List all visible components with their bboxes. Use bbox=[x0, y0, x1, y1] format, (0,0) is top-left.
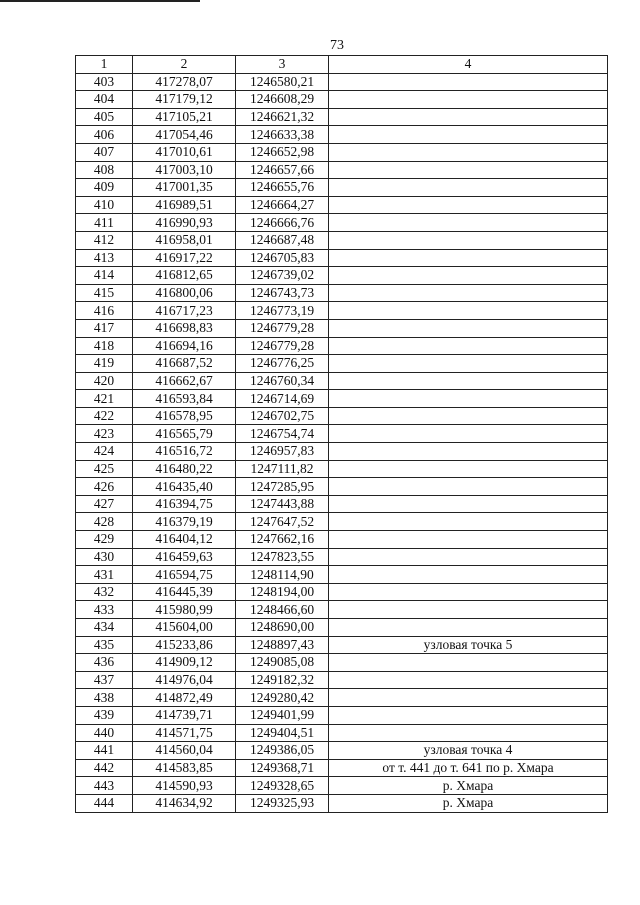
description-cell: узловая точка 4 bbox=[329, 742, 608, 760]
point-number-cell: 433 bbox=[76, 601, 133, 619]
table-row bbox=[76, 548, 608, 566]
table-row bbox=[76, 407, 608, 425]
x-coordinate-cell: 416480,22 bbox=[133, 460, 236, 478]
description-cell bbox=[329, 513, 608, 531]
table-row bbox=[76, 513, 608, 531]
description-cell: узловая точка 5 bbox=[329, 636, 608, 654]
x-coordinate-cell: 416594,75 bbox=[133, 566, 236, 584]
point-number-cell: 407 bbox=[76, 143, 133, 161]
y-coordinate-cell: 1246739,02 bbox=[236, 267, 329, 285]
point-number-cell: 421 bbox=[76, 390, 133, 408]
x-coordinate-cell: 416516,72 bbox=[133, 443, 236, 461]
description-cell bbox=[329, 73, 608, 91]
point-number-cell: 414 bbox=[76, 267, 133, 285]
point-number-cell: 408 bbox=[76, 161, 133, 179]
description-cell bbox=[329, 355, 608, 373]
point-number-cell: 430 bbox=[76, 548, 133, 566]
table-row bbox=[76, 425, 608, 443]
description-cell bbox=[329, 425, 608, 443]
x-coordinate-cell: 414571,75 bbox=[133, 724, 236, 742]
description-cell: р. Хмара bbox=[329, 777, 608, 795]
point-number-cell: 417 bbox=[76, 319, 133, 337]
table-row bbox=[76, 214, 608, 232]
y-coordinate-cell: 1246621,32 bbox=[236, 108, 329, 126]
description-cell bbox=[329, 548, 608, 566]
x-coordinate-cell: 416812,65 bbox=[133, 267, 236, 285]
point-number-cell: 419 bbox=[76, 355, 133, 373]
point-number-cell: 423 bbox=[76, 425, 133, 443]
table-row bbox=[76, 302, 608, 320]
point-number-cell: 435 bbox=[76, 636, 133, 654]
x-coordinate-cell: 417010,61 bbox=[133, 143, 236, 161]
table-row bbox=[76, 196, 608, 214]
coordinates-table bbox=[75, 55, 608, 813]
point-number-cell: 410 bbox=[76, 196, 133, 214]
y-coordinate-cell: 1249182,32 bbox=[236, 671, 329, 689]
x-coordinate-cell: 416394,75 bbox=[133, 495, 236, 513]
x-coordinate-cell: 414590,93 bbox=[133, 777, 236, 795]
table-row bbox=[76, 390, 608, 408]
x-coordinate-cell: 416565,79 bbox=[133, 425, 236, 443]
description-cell bbox=[329, 179, 608, 197]
description-cell bbox=[329, 706, 608, 724]
table-row bbox=[76, 143, 608, 161]
column-header-2: 2 bbox=[133, 56, 236, 74]
point-number-cell: 439 bbox=[76, 706, 133, 724]
x-coordinate-cell: 416917,22 bbox=[133, 249, 236, 267]
description-cell: р. Хмара bbox=[329, 794, 608, 812]
y-coordinate-cell: 1246779,28 bbox=[236, 337, 329, 355]
table-row bbox=[76, 724, 608, 742]
table-row bbox=[76, 319, 608, 337]
x-coordinate-cell: 414583,85 bbox=[133, 759, 236, 777]
y-coordinate-cell: 1249368,71 bbox=[236, 759, 329, 777]
y-coordinate-cell: 1246633,38 bbox=[236, 126, 329, 144]
y-coordinate-cell: 1249401,99 bbox=[236, 706, 329, 724]
table-row bbox=[76, 249, 608, 267]
table-row bbox=[76, 636, 608, 654]
point-number-cell: 415 bbox=[76, 284, 133, 302]
point-number-cell: 425 bbox=[76, 460, 133, 478]
description-cell bbox=[329, 161, 608, 179]
point-number-cell: 436 bbox=[76, 654, 133, 672]
description-cell bbox=[329, 284, 608, 302]
y-coordinate-cell: 1248194,00 bbox=[236, 583, 329, 601]
table-row bbox=[76, 671, 608, 689]
x-coordinate-cell: 416435,40 bbox=[133, 478, 236, 496]
table-row bbox=[76, 495, 608, 513]
y-coordinate-cell: 1247662,16 bbox=[236, 531, 329, 549]
point-number-cell: 443 bbox=[76, 777, 133, 795]
description-cell bbox=[329, 601, 608, 619]
y-coordinate-cell: 1246714,69 bbox=[236, 390, 329, 408]
y-coordinate-cell: 1249085,08 bbox=[236, 654, 329, 672]
table-row bbox=[76, 372, 608, 390]
description-cell bbox=[329, 319, 608, 337]
y-coordinate-cell: 1246754,74 bbox=[236, 425, 329, 443]
y-coordinate-cell: 1246705,83 bbox=[236, 249, 329, 267]
description-cell bbox=[329, 108, 608, 126]
table-row bbox=[76, 777, 608, 795]
y-coordinate-cell: 1246702,75 bbox=[236, 407, 329, 425]
point-number-cell: 422 bbox=[76, 407, 133, 425]
x-coordinate-cell: 414872,49 bbox=[133, 689, 236, 707]
table-row bbox=[76, 126, 608, 144]
table-row bbox=[76, 654, 608, 672]
table-row bbox=[76, 601, 608, 619]
point-number-cell: 405 bbox=[76, 108, 133, 126]
table-row bbox=[76, 73, 608, 91]
x-coordinate-cell: 417003,10 bbox=[133, 161, 236, 179]
x-coordinate-cell: 416379,19 bbox=[133, 513, 236, 531]
y-coordinate-cell: 1246776,25 bbox=[236, 355, 329, 373]
point-number-cell: 427 bbox=[76, 495, 133, 513]
table-body bbox=[76, 73, 608, 812]
description-cell bbox=[329, 689, 608, 707]
y-coordinate-cell: 1248466,60 bbox=[236, 601, 329, 619]
description-cell bbox=[329, 478, 608, 496]
column-header-4: 4 bbox=[329, 56, 608, 74]
x-coordinate-cell: 415604,00 bbox=[133, 619, 236, 637]
point-number-cell: 441 bbox=[76, 742, 133, 760]
x-coordinate-cell: 416990,93 bbox=[133, 214, 236, 232]
column-header-3: 3 bbox=[236, 56, 329, 74]
y-coordinate-cell: 1246743,73 bbox=[236, 284, 329, 302]
table-row bbox=[76, 478, 608, 496]
y-coordinate-cell: 1246687,48 bbox=[236, 231, 329, 249]
point-number-cell: 416 bbox=[76, 302, 133, 320]
y-coordinate-cell: 1246580,21 bbox=[236, 73, 329, 91]
description-cell bbox=[329, 302, 608, 320]
x-coordinate-cell: 416662,67 bbox=[133, 372, 236, 390]
y-coordinate-cell: 1249325,93 bbox=[236, 794, 329, 812]
y-coordinate-cell: 1246666,76 bbox=[236, 214, 329, 232]
point-number-cell: 403 bbox=[76, 73, 133, 91]
x-coordinate-cell: 414976,04 bbox=[133, 671, 236, 689]
description-cell bbox=[329, 724, 608, 742]
table-row bbox=[76, 161, 608, 179]
x-coordinate-cell: 416717,23 bbox=[133, 302, 236, 320]
y-coordinate-cell: 1246608,29 bbox=[236, 91, 329, 109]
y-coordinate-cell: 1246779,28 bbox=[236, 319, 329, 337]
x-coordinate-cell: 417105,21 bbox=[133, 108, 236, 126]
point-number-cell: 413 bbox=[76, 249, 133, 267]
description-cell bbox=[329, 407, 608, 425]
description-cell bbox=[329, 671, 608, 689]
x-coordinate-cell: 416800,06 bbox=[133, 284, 236, 302]
description-cell bbox=[329, 267, 608, 285]
table-row bbox=[76, 179, 608, 197]
point-number-cell: 412 bbox=[76, 231, 133, 249]
point-number-cell: 406 bbox=[76, 126, 133, 144]
table-row bbox=[76, 443, 608, 461]
y-coordinate-cell: 1249328,65 bbox=[236, 777, 329, 795]
point-number-cell: 444 bbox=[76, 794, 133, 812]
page-number: 73 bbox=[330, 38, 344, 53]
x-coordinate-cell: 417001,35 bbox=[133, 179, 236, 197]
x-coordinate-cell: 417054,46 bbox=[133, 126, 236, 144]
point-number-cell: 404 bbox=[76, 91, 133, 109]
y-coordinate-cell: 1249280,42 bbox=[236, 689, 329, 707]
point-number-cell: 432 bbox=[76, 583, 133, 601]
x-coordinate-cell: 414909,12 bbox=[133, 654, 236, 672]
point-number-cell: 440 bbox=[76, 724, 133, 742]
description-cell bbox=[329, 91, 608, 109]
y-coordinate-cell: 1247443,88 bbox=[236, 495, 329, 513]
y-coordinate-cell: 1246657,66 bbox=[236, 161, 329, 179]
x-coordinate-cell: 416698,83 bbox=[133, 319, 236, 337]
description-cell bbox=[329, 531, 608, 549]
table-row bbox=[76, 531, 608, 549]
x-coordinate-cell: 416958,01 bbox=[133, 231, 236, 249]
point-number-cell: 437 bbox=[76, 671, 133, 689]
description-cell bbox=[329, 654, 608, 672]
description-cell bbox=[329, 460, 608, 478]
y-coordinate-cell: 1247285,95 bbox=[236, 478, 329, 496]
x-coordinate-cell: 416989,51 bbox=[133, 196, 236, 214]
point-number-cell: 409 bbox=[76, 179, 133, 197]
point-number-cell: 431 bbox=[76, 566, 133, 584]
y-coordinate-cell: 1246957,83 bbox=[236, 443, 329, 461]
description-cell bbox=[329, 372, 608, 390]
scan-edge-line bbox=[0, 0, 200, 2]
point-number-cell: 426 bbox=[76, 478, 133, 496]
x-coordinate-cell: 415233,86 bbox=[133, 636, 236, 654]
x-coordinate-cell: 416404,12 bbox=[133, 531, 236, 549]
description-cell bbox=[329, 583, 608, 601]
table-row bbox=[76, 583, 608, 601]
x-coordinate-cell: 417278,07 bbox=[133, 73, 236, 91]
description-cell bbox=[329, 214, 608, 232]
table-row bbox=[76, 689, 608, 707]
point-number-cell: 411 bbox=[76, 214, 133, 232]
column-header-1: 1 bbox=[76, 56, 133, 74]
x-coordinate-cell: 416459,63 bbox=[133, 548, 236, 566]
table-header-row bbox=[76, 56, 608, 74]
table-row bbox=[76, 108, 608, 126]
table-row bbox=[76, 91, 608, 109]
table-row bbox=[76, 619, 608, 637]
y-coordinate-cell: 1246760,34 bbox=[236, 372, 329, 390]
y-coordinate-cell: 1246773,19 bbox=[236, 302, 329, 320]
description-cell bbox=[329, 143, 608, 161]
description-cell bbox=[329, 443, 608, 461]
table-row bbox=[76, 267, 608, 285]
x-coordinate-cell: 416593,84 bbox=[133, 390, 236, 408]
y-coordinate-cell: 1248690,00 bbox=[236, 619, 329, 637]
x-coordinate-cell: 414739,71 bbox=[133, 706, 236, 724]
description-cell bbox=[329, 126, 608, 144]
point-number-cell: 434 bbox=[76, 619, 133, 637]
y-coordinate-cell: 1246655,76 bbox=[236, 179, 329, 197]
table-row bbox=[76, 284, 608, 302]
description-cell bbox=[329, 390, 608, 408]
table-row bbox=[76, 759, 608, 777]
table-row bbox=[76, 337, 608, 355]
table-row bbox=[76, 794, 608, 812]
table-row bbox=[76, 355, 608, 373]
y-coordinate-cell: 1246664,27 bbox=[236, 196, 329, 214]
point-number-cell: 442 bbox=[76, 759, 133, 777]
point-number-cell: 438 bbox=[76, 689, 133, 707]
x-coordinate-cell: 416445,39 bbox=[133, 583, 236, 601]
y-coordinate-cell: 1246652,98 bbox=[236, 143, 329, 161]
description-cell bbox=[329, 231, 608, 249]
description-cell: от т. 441 до т. 641 по р. Хмара bbox=[329, 759, 608, 777]
y-coordinate-cell: 1248897,43 bbox=[236, 636, 329, 654]
point-number-cell: 429 bbox=[76, 531, 133, 549]
description-cell bbox=[329, 249, 608, 267]
y-coordinate-cell: 1249404,51 bbox=[236, 724, 329, 742]
y-coordinate-cell: 1247823,55 bbox=[236, 548, 329, 566]
table-row bbox=[76, 460, 608, 478]
x-coordinate-cell: 414634,92 bbox=[133, 794, 236, 812]
table-row bbox=[76, 566, 608, 584]
description-cell bbox=[329, 566, 608, 584]
table-row bbox=[76, 706, 608, 724]
x-coordinate-cell: 417179,12 bbox=[133, 91, 236, 109]
description-cell bbox=[329, 196, 608, 214]
description-cell bbox=[329, 337, 608, 355]
y-coordinate-cell: 1247647,52 bbox=[236, 513, 329, 531]
x-coordinate-cell: 415980,99 bbox=[133, 601, 236, 619]
x-coordinate-cell: 414560,04 bbox=[133, 742, 236, 760]
table-row bbox=[76, 742, 608, 760]
x-coordinate-cell: 416687,52 bbox=[133, 355, 236, 373]
y-coordinate-cell: 1248114,90 bbox=[236, 566, 329, 584]
point-number-cell: 420 bbox=[76, 372, 133, 390]
y-coordinate-cell: 1249386,05 bbox=[236, 742, 329, 760]
point-number-cell: 418 bbox=[76, 337, 133, 355]
x-coordinate-cell: 416694,16 bbox=[133, 337, 236, 355]
x-coordinate-cell: 416578,95 bbox=[133, 407, 236, 425]
point-number-cell: 424 bbox=[76, 443, 133, 461]
description-cell bbox=[329, 495, 608, 513]
point-number-cell: 428 bbox=[76, 513, 133, 531]
table-row bbox=[76, 231, 608, 249]
description-cell bbox=[329, 619, 608, 637]
y-coordinate-cell: 1247111,82 bbox=[236, 460, 329, 478]
